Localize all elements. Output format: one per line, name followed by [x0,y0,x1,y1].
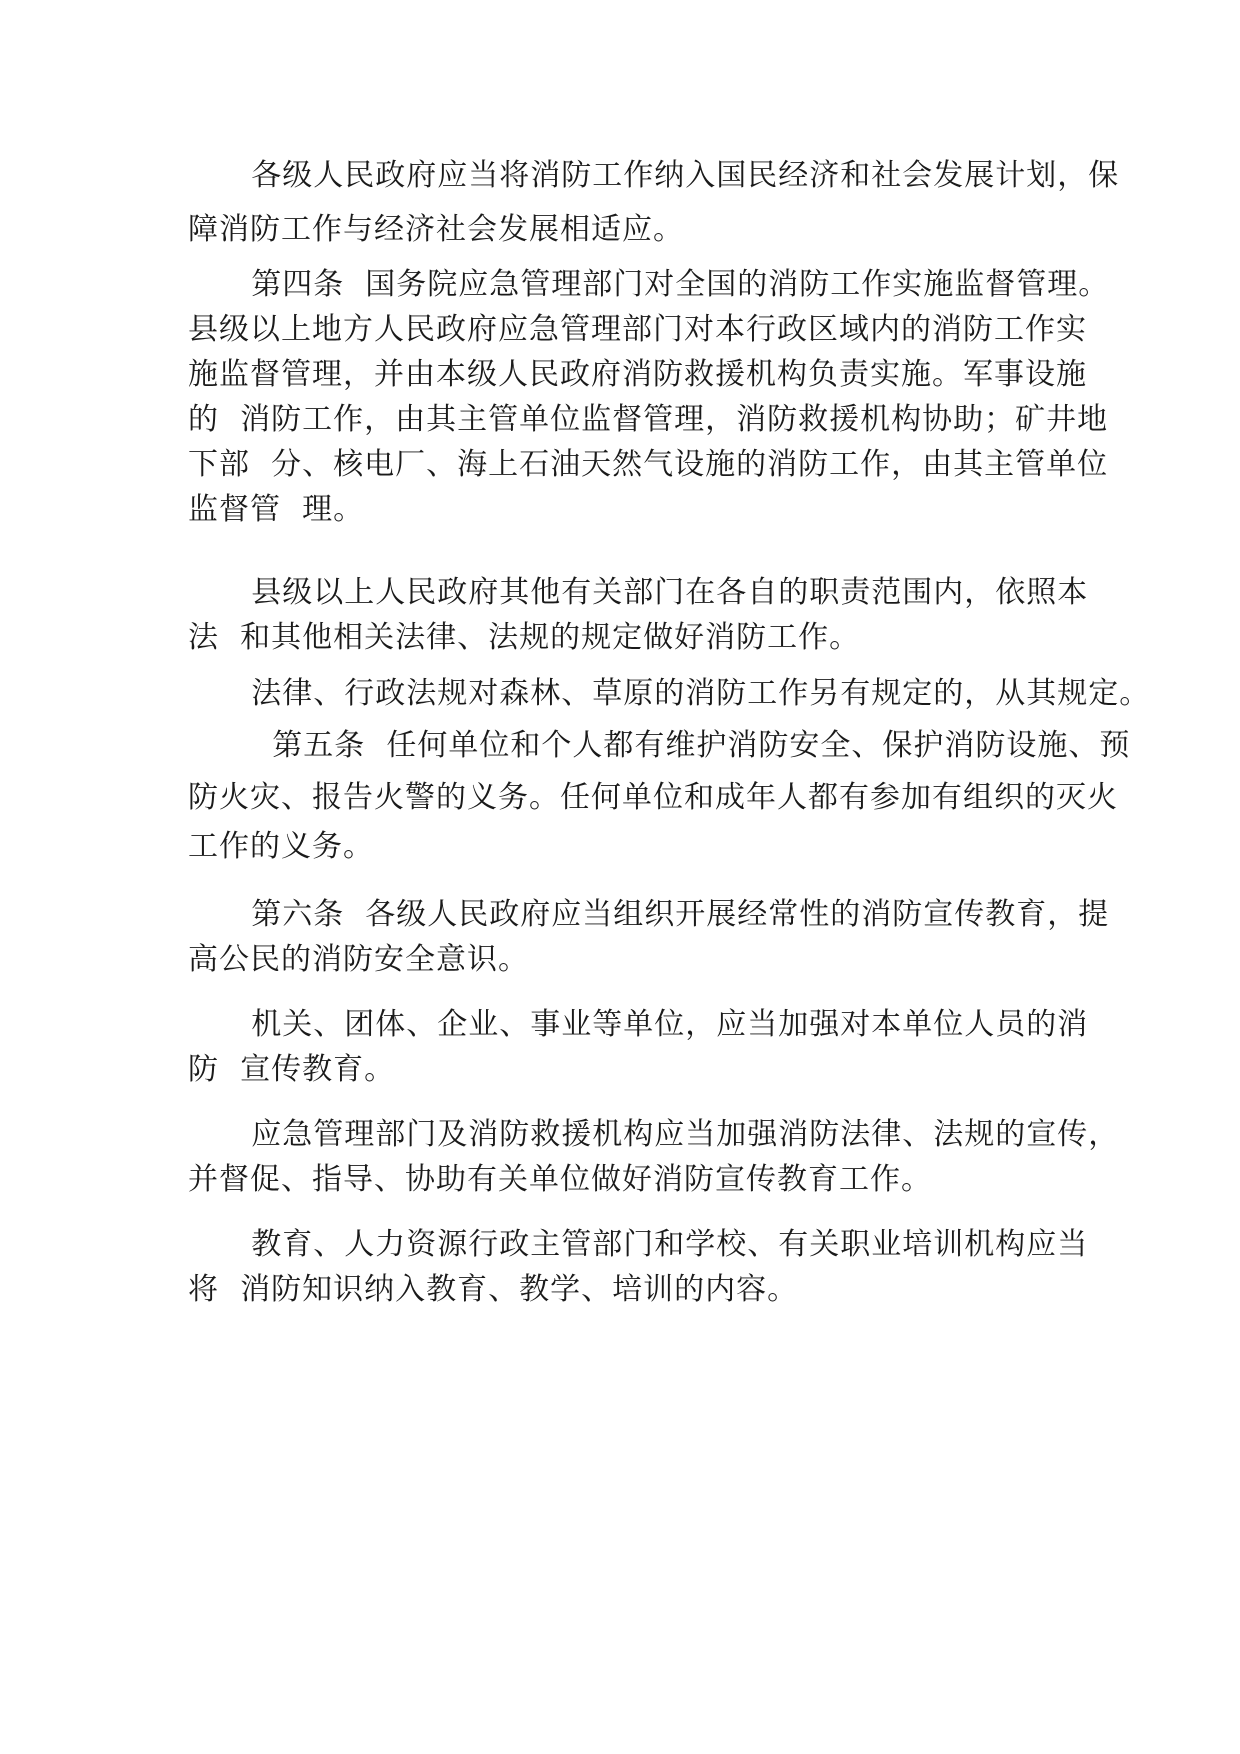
text-line: 机关、团体、企业、事业等单位，应当加强对本单位人员的消 [188,1007,1089,1042]
text-line: 各级人民政府应当将消防工作纳入国民经济和社会发展计划，保 [188,158,1120,193]
text-line: 防火灾、报告火警的义务。任何单位和成年人都有参加有组织的灭火 [188,780,1118,815]
text-line: 高公民的消防安全意识。 [188,942,529,977]
text-line: 县级以上地方人民政府应急管理部门对本行政区域内的消防工作实 [188,312,1087,347]
text-line: 监督管 理。 [188,492,365,527]
text-line: 将 消防知识纳入教育、教学、培训的内容。 [188,1272,799,1307]
text-line: 的 消防工作，由其主管单位监督管理，消防救援机构协助；矿井地 [188,402,1109,437]
text-line: 下部 分、核电厂、海上石油天然气设施的消防工作，由其主管单位 [188,447,1109,482]
text-line: 施监督管理，并由本级人民政府消防救援机构负责实施。军事设施 [188,357,1087,392]
text-line: 第五条 任何单位和个人都有维护消防安全、保护消防设施、预 [188,728,1131,763]
text-line: 县级以上人民政府其他有关部门在各自的职责范围内，依照本 [188,575,1089,610]
text-line: 防 宣传教育。 [188,1052,396,1087]
text-line: 法律、行政法规对森林、草原的消防工作另有规定的，从其规定。 [188,676,1151,711]
text-line: 法 和其他相关法律、法规的规定做好消防工作。 [188,620,861,655]
text-line: 障消防工作与经济社会发展相适应。 [188,212,684,247]
text-line: 应急管理部门及消防救援机构应当加强消防法律、法规的宣传， [188,1117,1120,1152]
text-line: 第四条 国务院应急管理部门对全国的消防工作实施监督管理。 [188,267,1110,302]
text-line: 工作的义务。 [188,829,374,864]
text-line: 并督促、指导、协助有关单位做好消防宣传教育工作。 [188,1162,932,1197]
text-line: 第六条 各级人民政府应当组织开展经常性的消防宣传教育，提 [188,897,1110,932]
text-line: 教育、人力资源行政主管部门和学校、有关职业培训机构应当 [188,1227,1089,1262]
